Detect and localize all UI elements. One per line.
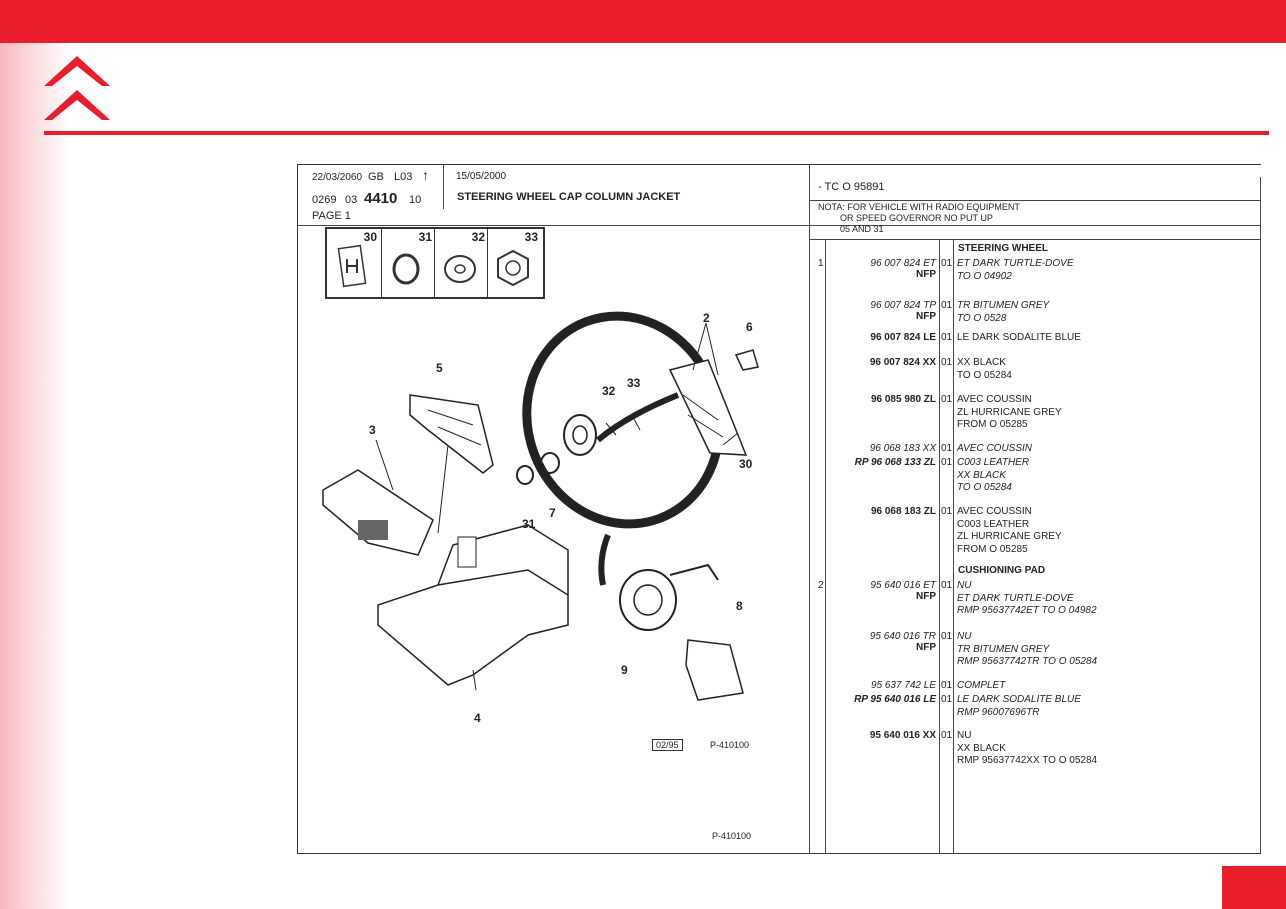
part-number: 96 007 824 XX xyxy=(869,357,936,368)
quantity: 01 xyxy=(941,580,953,591)
red-divider-rule xyxy=(44,131,1269,135)
description-line: ZL HURRICANE GREY xyxy=(957,406,1062,418)
thumb-item-33 xyxy=(487,229,540,297)
top-red-bar xyxy=(0,0,1286,43)
part-number: 95 640 016 XX xyxy=(869,730,936,741)
description-line: FROM O 05285 xyxy=(957,543,1028,555)
thumb-item-31 xyxy=(381,229,434,297)
description-line: AVEC COUSSIN xyxy=(957,506,1032,517)
left-gradient-band xyxy=(0,0,70,909)
ref-b: 03 xyxy=(345,194,358,206)
header-divider xyxy=(298,225,1261,226)
nfp-tag: NFP xyxy=(916,642,936,653)
description-line: RMP 96007696TR xyxy=(957,706,1040,718)
diagram-label-31: 31 xyxy=(522,517,536,531)
quantity: 01 xyxy=(941,332,953,343)
description-line: XX BLACK xyxy=(957,469,1006,481)
thumb-item-32 xyxy=(434,229,487,297)
diagram-label-30: 30 xyxy=(739,457,753,471)
description-line: AVEC COUSSIN xyxy=(957,443,1033,454)
part-number: 96 068 183 ZL xyxy=(870,506,936,517)
table-vsep-item xyxy=(825,239,826,853)
description-line: RMP 95637742XX TO O 05284 xyxy=(957,755,1098,766)
description-line: ET DARK TURTLE-DOVE xyxy=(957,592,1074,604)
diagram-label-33: 33 xyxy=(627,376,641,390)
range-label: - TC O 95891 xyxy=(818,181,885,193)
description-line: RMP 95637742TR TO O 05284 xyxy=(957,656,1098,667)
description-line: C003 LEATHER xyxy=(957,457,1030,468)
quantity: 01 xyxy=(941,258,953,269)
nota-line-2: OR SPEED GOVERNOR NO PUT UP xyxy=(840,213,993,223)
header-lang: GB xyxy=(368,171,384,183)
item-number: 2 xyxy=(818,580,824,591)
nfp-tag: NFP xyxy=(916,591,936,602)
description-line: NU xyxy=(957,730,972,741)
ref-d: 10 xyxy=(409,194,422,206)
description-line: NU xyxy=(957,631,972,642)
diagram-label-32: 32 xyxy=(602,384,616,398)
thumb-item-30 xyxy=(327,229,379,297)
description-line: AVEC COUSSIN xyxy=(957,394,1032,405)
nota-line-1: NOTA: FOR VEHICLE WITH RADIO EQUIPMENT xyxy=(818,202,1020,212)
quantity: 01 xyxy=(941,357,953,368)
description-line: XX BLACK xyxy=(957,357,1006,368)
description-line: FROM O 05285 xyxy=(957,419,1028,430)
part-number: 95 640 016 ET xyxy=(870,580,936,591)
description-line: TO O 05284 xyxy=(957,482,1012,493)
page-label: PAGE 1 xyxy=(312,210,351,222)
part-number: 95 640 016 TR xyxy=(869,631,936,642)
part-number: 96 007 824 LE xyxy=(870,332,936,343)
diagram-label-3: 3 xyxy=(369,423,376,437)
quantity: 01 xyxy=(941,631,953,642)
diagram-label-5: 5 xyxy=(436,361,443,375)
range-divider xyxy=(809,200,1261,201)
thumbnail-strip xyxy=(325,227,545,299)
section-heading: CUSHIONING PAD xyxy=(958,565,1046,576)
part-number: 95 637 742 LE xyxy=(870,680,936,691)
quantity: 01 xyxy=(941,394,953,405)
figure-ref-mid: P-410100 xyxy=(710,740,750,750)
nfp-tag: NFP xyxy=(916,269,936,280)
description-line: LE DARK SODALITE BLUE xyxy=(957,332,1081,343)
description-line: COMPLET xyxy=(957,680,1006,691)
quantity: 01 xyxy=(941,694,953,705)
description-line: NU xyxy=(957,580,972,591)
up-arrow-icon: ↑ xyxy=(422,167,429,183)
thumb-label: 32 xyxy=(471,230,485,244)
diagram-label-2: 2 xyxy=(703,311,710,325)
nfp-tag: NFP xyxy=(916,311,936,322)
part-number: RP 95 640 016 LE xyxy=(854,694,936,705)
thumb-label: 33 xyxy=(524,230,538,244)
diagram-label-7: 7 xyxy=(549,506,556,520)
description-line: ZL HURRICANE GREY xyxy=(957,531,1062,542)
description-line: TR BITUMEN GREY xyxy=(957,643,1050,655)
quantity: 01 xyxy=(941,506,953,517)
description-line: RMP 95637742ET TO O 04982 xyxy=(957,605,1097,616)
exploded-diagram xyxy=(298,295,808,851)
header-date2: 15/05/2000 xyxy=(456,171,507,182)
header-vsep-1 xyxy=(443,165,444,209)
ref-a: 0269 xyxy=(312,194,337,206)
ref-c: 4410 xyxy=(364,190,398,207)
quantity: 01 xyxy=(941,457,953,468)
page-title: STEERING WHEEL CAP COLUMN JACKET xyxy=(457,191,681,203)
description-line: ET DARK TURTLE-DOVE xyxy=(957,258,1074,269)
description-line: TO O 0528 xyxy=(957,312,1007,324)
item-number: 1 xyxy=(818,258,824,269)
figure-ref-bottom: P-410100 xyxy=(712,831,752,841)
corner-red-square xyxy=(1222,866,1286,909)
part-number: 96 085 980 ZL xyxy=(870,394,936,405)
part-number: 96 068 183 XX xyxy=(869,443,936,454)
nota-divider xyxy=(809,239,1261,240)
diagram-label-6: 6 xyxy=(746,320,753,334)
description-line: TR BITUMEN GREY xyxy=(957,300,1050,311)
date-stamp: 02/95 xyxy=(652,739,683,751)
thumb-label: 30 xyxy=(363,230,377,244)
thumb-label: 31 xyxy=(418,230,432,244)
quantity: 01 xyxy=(941,443,953,454)
diagram-label-8: 8 xyxy=(736,599,743,613)
description-line: C003 LEATHER xyxy=(957,518,1030,530)
table-vsep-part xyxy=(939,239,940,853)
nota-line-3: 05 AND 31 xyxy=(840,224,884,234)
description-line: TO O 04902 xyxy=(957,270,1012,282)
diagram-label-9: 9 xyxy=(621,663,628,677)
chevron-logo-icon xyxy=(40,52,114,124)
quantity: 01 xyxy=(941,730,953,741)
description-line: TO O 05284 xyxy=(957,369,1012,381)
column-divider xyxy=(809,165,810,853)
description-line: LE DARK SODALITE BLUE xyxy=(957,694,1081,705)
sheet-right-edge xyxy=(1260,177,1261,853)
part-number: 96 007 824 ET xyxy=(870,258,936,269)
quantity: 01 xyxy=(941,300,953,311)
diagram-label-4: 4 xyxy=(474,711,481,725)
description-line: XX BLACK xyxy=(957,742,1006,754)
part-number: RP 96 068 133 ZL xyxy=(854,457,936,468)
quantity: 01 xyxy=(941,680,953,691)
part-number: 96 007 824 TP xyxy=(870,300,936,311)
section-heading: STEERING WHEEL xyxy=(958,243,1049,254)
header-level: L03 xyxy=(394,171,413,183)
table-vsep-qty xyxy=(953,239,954,853)
parts-catalog-sheet xyxy=(297,164,1261,854)
header-date: 22/03/2060 xyxy=(312,172,363,183)
